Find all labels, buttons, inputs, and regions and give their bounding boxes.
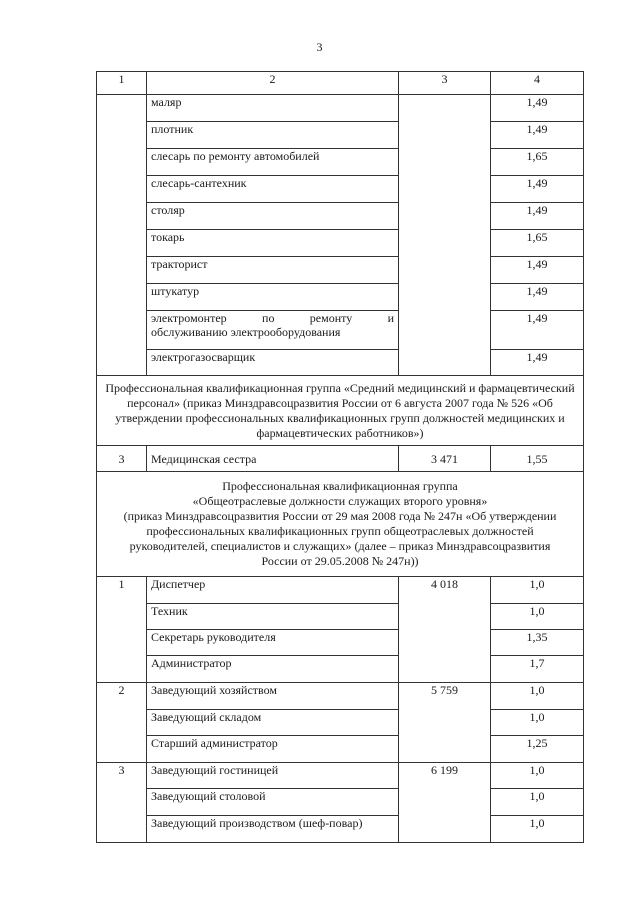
position-name: плотник bbox=[147, 122, 399, 149]
position-name: маляр bbox=[147, 95, 399, 122]
position-name: электрогазосварщик bbox=[147, 350, 399, 376]
position-name: тракторист bbox=[147, 257, 399, 284]
header-col-1: 1 bbox=[97, 72, 147, 95]
header-col-4: 4 bbox=[491, 72, 584, 95]
table-row bbox=[97, 577, 584, 604]
table-row bbox=[97, 284, 584, 311]
coefficient: 1,49 bbox=[491, 284, 584, 311]
coefficient: 1,7 bbox=[491, 656, 584, 683]
coefficient: 1,55 bbox=[491, 446, 584, 472]
position-name: Техник bbox=[147, 604, 399, 630]
table-row bbox=[97, 257, 584, 284]
coefficient: 1,0 bbox=[491, 577, 584, 604]
level-cell bbox=[97, 95, 147, 376]
position-name: Заведующий хозяйством bbox=[147, 683, 399, 710]
table-row bbox=[97, 710, 584, 736]
position-name: Заведующий производством (шеф-повар) bbox=[147, 816, 399, 843]
coefficient: 1,49 bbox=[491, 257, 584, 284]
table-row bbox=[97, 311, 584, 350]
page-number: 3 bbox=[316, 40, 323, 54]
table-row bbox=[97, 95, 584, 122]
coefficient: 1,49 bbox=[491, 122, 584, 149]
position-name-line-2: обслуживанию электрооборудования bbox=[151, 325, 341, 339]
word: по bbox=[262, 311, 275, 325]
position-name: Медицинская сестра bbox=[147, 446, 399, 472]
group-general-line: России от 29.05.2008 № 247н)) bbox=[261, 554, 419, 568]
table-row bbox=[97, 149, 584, 176]
level-cell: 3 bbox=[97, 763, 147, 843]
table-row bbox=[97, 763, 584, 789]
coefficient: 1,65 bbox=[491, 149, 584, 176]
group-medical-title: Профессиональная квалификационная группа «Средний медицинский и фармацевтический персонал» (приказ Минздравсоцразвития России от 6 августа 2007 года № 526 «Об утверждении профессиональных квалификационных групп должностей медицинских и фармацевтических работников») bbox=[97, 376, 584, 446]
coefficient: 1,49 bbox=[491, 176, 584, 203]
coefficient: 1,0 bbox=[491, 763, 584, 789]
word: ремонту bbox=[309, 311, 353, 325]
coefficient: 1,0 bbox=[491, 710, 584, 736]
coefficient: 1,0 bbox=[491, 789, 584, 816]
salary-cell bbox=[399, 95, 491, 376]
table-row bbox=[97, 630, 584, 656]
group-header-row bbox=[97, 472, 584, 577]
salary-cell: 5 759 bbox=[399, 683, 491, 763]
table-row bbox=[97, 122, 584, 149]
position-name: штукатур bbox=[147, 284, 399, 311]
word: электромонтер bbox=[151, 311, 227, 325]
table-row bbox=[97, 789, 584, 816]
coefficient: 1,49 bbox=[491, 350, 584, 376]
group-general-line: (приказ Минздравсоцразвития России от 29 мая 2008 года № 247н «Об утверждении bbox=[123, 509, 557, 523]
table-row bbox=[97, 656, 584, 683]
table-row bbox=[97, 736, 584, 763]
table-row bbox=[97, 230, 584, 257]
level-cell: 1 bbox=[97, 577, 147, 683]
salary-cell: 4 018 bbox=[399, 577, 491, 683]
header-row bbox=[97, 72, 584, 95]
position-name: Заведующий гостиницей bbox=[147, 763, 399, 789]
salary-cell: 3 471 bbox=[399, 446, 491, 472]
table-row bbox=[97, 816, 584, 843]
group-general-line: руководителей, специалистов и служащих» (далее – приказ Минздравсоцразвития bbox=[129, 539, 551, 553]
coefficient: 1,0 bbox=[491, 604, 584, 630]
coefficient: 1,0 bbox=[491, 816, 584, 843]
position-name bbox=[147, 311, 399, 350]
group-header-row bbox=[97, 376, 584, 446]
salary-cell: 6 199 bbox=[399, 763, 491, 843]
word: и bbox=[387, 311, 394, 325]
position-name: слесарь-сантехник bbox=[147, 176, 399, 203]
position-name: Секретарь руководителя bbox=[147, 630, 399, 656]
position-name: Администратор bbox=[147, 656, 399, 683]
coefficient: 1,35 bbox=[491, 630, 584, 656]
table-row bbox=[97, 350, 584, 376]
header-col-3: 3 bbox=[399, 72, 491, 95]
level-cell: 2 bbox=[97, 683, 147, 763]
coefficient: 1,25 bbox=[491, 736, 584, 763]
table-row bbox=[97, 203, 584, 230]
position-name: Старший администратор bbox=[147, 736, 399, 763]
header-col-2: 2 bbox=[147, 72, 399, 95]
position-name: слесарь по ремонту автомобилей bbox=[147, 149, 399, 176]
position-name-line-1 bbox=[151, 311, 394, 325]
salary-coefficient-table bbox=[96, 71, 584, 843]
group-general-line: профессиональных квалификационных групп общеотраслевых должностей bbox=[146, 524, 534, 538]
table-row bbox=[97, 176, 584, 203]
table-row bbox=[97, 683, 584, 710]
position-name: токарь bbox=[147, 230, 399, 257]
level-cell: 3 bbox=[97, 446, 147, 472]
table-row bbox=[97, 604, 584, 630]
position-name: Заведующий столовой bbox=[147, 789, 399, 816]
group-general-line: «Общеотраслевые должности служащих второго уровня» bbox=[192, 494, 488, 508]
coefficient: 1,49 bbox=[491, 311, 584, 350]
group-general-line: Профессиональная квалификационная группа bbox=[222, 479, 458, 493]
coefficient: 1,49 bbox=[491, 203, 584, 230]
table-row bbox=[97, 446, 584, 472]
coefficient: 1,0 bbox=[491, 683, 584, 710]
coefficient: 1,65 bbox=[491, 230, 584, 257]
position-name: Диспетчер bbox=[147, 577, 399, 604]
coefficient: 1,49 bbox=[491, 95, 584, 122]
position-name: столяр bbox=[147, 203, 399, 230]
group-general-title bbox=[97, 472, 584, 577]
position-name: Заведующий складом bbox=[147, 710, 399, 736]
